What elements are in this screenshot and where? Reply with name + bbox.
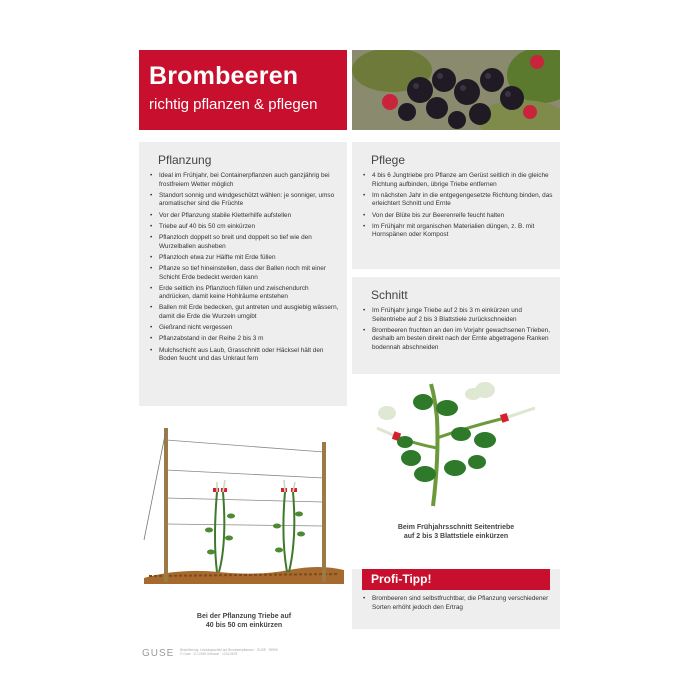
pruning-illustration (365, 378, 545, 508)
list-item: • Erde seitlich ins Pflanzloch füllen und zwischendurch andrücken, damit keine Hohlräume entstehen (149, 285, 339, 302)
footer-line2: © Guse · D-12345 Ortname · 1234-5678 (180, 652, 238, 656)
list-item: • Pflanzloch etwa zur Hälfte mit Erde füllen (149, 254, 339, 263)
list-item: • Brombeeren sind selbstfruchtbar, die Pflanzung verschiedener Sorten erhöht jedoch den Ertrag (362, 595, 554, 612)
pflanzung-heading: Pflanzung (158, 153, 212, 167)
footer-text (180, 648, 300, 656)
list-item: • Mulchschicht aus Laub, Grasschnitt oder Häcksel hält den Boden feucht und das Unkraut fern (149, 347, 339, 364)
blackberries-image (352, 50, 560, 130)
list-item: • Ballen mit Erde bedecken, gut antreten und ausgiebig wässern, damit die Erde die Wurzeln umgibt (149, 304, 339, 321)
tipp-banner (362, 569, 550, 590)
caption-trellis-line1: Bei der Pflanzung Triebe auf (196, 613, 292, 620)
list-item: • Im Frühjahr mit organischen Materialien düngen, z. B. mit Hornspänen oder Kompost (362, 223, 554, 240)
trellis-drawing (139, 420, 349, 590)
trellis-illustration (139, 420, 349, 590)
tipp-list (362, 595, 554, 615)
list-item: • Gießrand nicht vergessen (149, 324, 339, 333)
list-item: • 4 bis 6 Jungtriebe pro Pflanze am Gerüst seitlich in die gleiche Richtung aufbinden, übrige Triebe entfernen (362, 172, 554, 189)
schnitt-list (362, 307, 554, 355)
guse-logo: GUSE (142, 648, 175, 659)
list-item: • Im Frühjahr junge Triebe auf 2 bis 3 m einkürzen und Seitentriebe auf 2 bis 3 Blattstiele zurückschneiden (362, 307, 554, 324)
footer-line1: Bestellbezug: Leistungsschild auf Brombeerpflanzen · GUSE · 99999 (180, 648, 278, 652)
list-item: • Brombeeren fruchten an den im Vorjahr gewachsenen Trieben, deshalb am besten direkt nach der Ernte abgetragene Ranken bodennah abschneiden (362, 327, 554, 353)
pflege-list (362, 172, 554, 243)
list-item: • Im nächsten Jahr in die entgegengesetzte Richtung binden, das erleichtert Schnitt und Ernte (362, 192, 554, 209)
caption-pruning-line1: Beim Frühjahrsschnitt Seitentriebe (397, 524, 515, 531)
pruning-drawing (365, 378, 545, 508)
caption-trellis (139, 612, 349, 630)
list-item: • Pflanzloch doppelt so breit und doppelt so tief wie den Wurzelballen ausheben (149, 234, 339, 251)
panel-pflanzung (139, 142, 347, 406)
list-item: • Vor der Pflanzung stabile Kletterhilfe aufstellen (149, 212, 339, 221)
panel-pflege (352, 142, 560, 269)
tipp-heading: Profi-Tipp! (371, 572, 432, 586)
list-item: • Von der Blüte bis zur Beerenreife feucht halten (362, 212, 554, 221)
blackberries-photo (352, 50, 560, 130)
caption-pruning (352, 523, 560, 541)
list-item: • Triebe auf 40 bis 50 cm einkürzen (149, 223, 339, 232)
schnitt-heading: Schnitt (371, 288, 408, 302)
list-item: • Pflanze so tief hineinstellen, dass der Ballen noch mit einer Schicht Erde bedeckt werden kann (149, 265, 339, 282)
list-item: • Standort sonnig und windgeschützt wählen: je sonniger, umso aromatischer sind die Früchte (149, 192, 339, 209)
page-subtitle: richtig pflanzen & pflegen (149, 96, 318, 113)
list-item: • Pflanzabstand in der Reihe 2 bis 3 m (149, 335, 339, 344)
page-title: Brombeeren (149, 62, 299, 90)
title-banner (139, 50, 347, 130)
caption-pruning-line2: auf 2 bis 3 Blattstiele einkürzen (403, 533, 509, 540)
pflanzung-list (149, 172, 339, 366)
list-item: • Ideal im Frühjahr, bei Containerpflanzen auch ganzjährig bei frostfreiem Wetter möglich (149, 172, 339, 189)
panel-schnitt (352, 277, 560, 374)
caption-trellis-line2: 40 bis 50 cm einkürzen (205, 622, 283, 629)
pflege-heading: Pflege (371, 153, 406, 167)
